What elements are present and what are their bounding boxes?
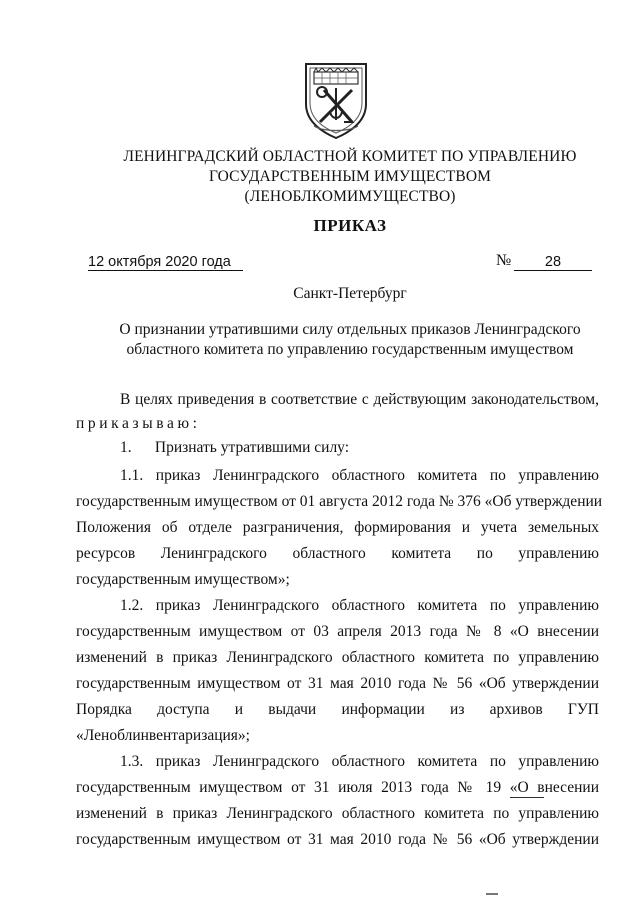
order-number-value: 28 <box>514 254 592 271</box>
body-line: государственным имуществом от 31 июля 2013 года № 19 «О внесении <box>76 779 599 796</box>
coat-of-arms-emblem <box>300 60 372 140</box>
organization-abbreviation: (ЛЕНОБЛКОМИМУЩЕСТВО) <box>244 188 456 205</box>
body-line: Положения об отделе разграничения, формирования и учета земельных <box>76 519 599 536</box>
body-line: изменений в приказ Ленинградского областного комитета по управлению <box>76 649 599 666</box>
city: Санкт-Петербург <box>293 285 407 302</box>
scan-speckle <box>486 893 498 895</box>
order-date <box>88 254 243 270</box>
body-line: В целях приведения в соответствие с действующим законодательством, <box>120 391 599 408</box>
body-line: изменений в приказ Ленинградского областного комитета по управлению <box>76 805 599 822</box>
body-line: 1.1. приказ Ленинградского областного комитета по управлению <box>120 467 599 484</box>
document-title: ПРИКАЗ <box>313 216 387 235</box>
body-line: 1. Признать утратившими силу: <box>120 439 350 456</box>
body-line: государственным имуществом от 03 апреля 2013 года № 8 «О внесении <box>76 623 599 640</box>
scan-speckle <box>510 797 544 798</box>
body-line: 1.2. приказ Ленинградского областного комитета по управлению <box>120 597 599 614</box>
body-line: приказываю: <box>76 415 201 432</box>
order-number-label: № <box>496 252 512 269</box>
organization-name-line-1: ЛЕНИНГРАДСКИЙ ОБЛАСТНОЙ КОМИТЕТ ПО УПРАВЛЕНИЮ <box>123 148 577 165</box>
organization-name-line-2: ГОСУДАРСТВЕННЫМ ИМУЩЕСТВОМ <box>208 168 492 185</box>
order-subject <box>60 320 640 360</box>
order-date-value: 12 октября 2020 года <box>88 254 243 271</box>
body-line: 1.3. приказ Ленинградского областного комитета по управлению <box>120 753 599 770</box>
body-line: Порядка доступа и выдачи информации из архивов ГУП <box>76 701 599 718</box>
body-line: государственным имуществом от 31 мая 2010 года № 56 «Об утверждении <box>76 675 599 692</box>
body-line: государственным имуществом от 01 августа 2012 года № 376 «Об утверждении <box>76 493 603 510</box>
subject-line-2: областного комитета по управлению государственным имуществом <box>126 341 574 358</box>
body-line: ресурсов Ленинградского областного комитета по управлению <box>76 545 599 562</box>
body-line: «Леноблинвентаризация»; <box>76 727 250 744</box>
body-line: государственным имуществом»; <box>76 571 290 588</box>
subject-line-1: О признании утратившими силу отдельных приказов Ленинградского <box>119 321 581 338</box>
body-line: государственным имуществом от 31 мая 2010 года № 56 «Об утверждении <box>76 831 599 848</box>
